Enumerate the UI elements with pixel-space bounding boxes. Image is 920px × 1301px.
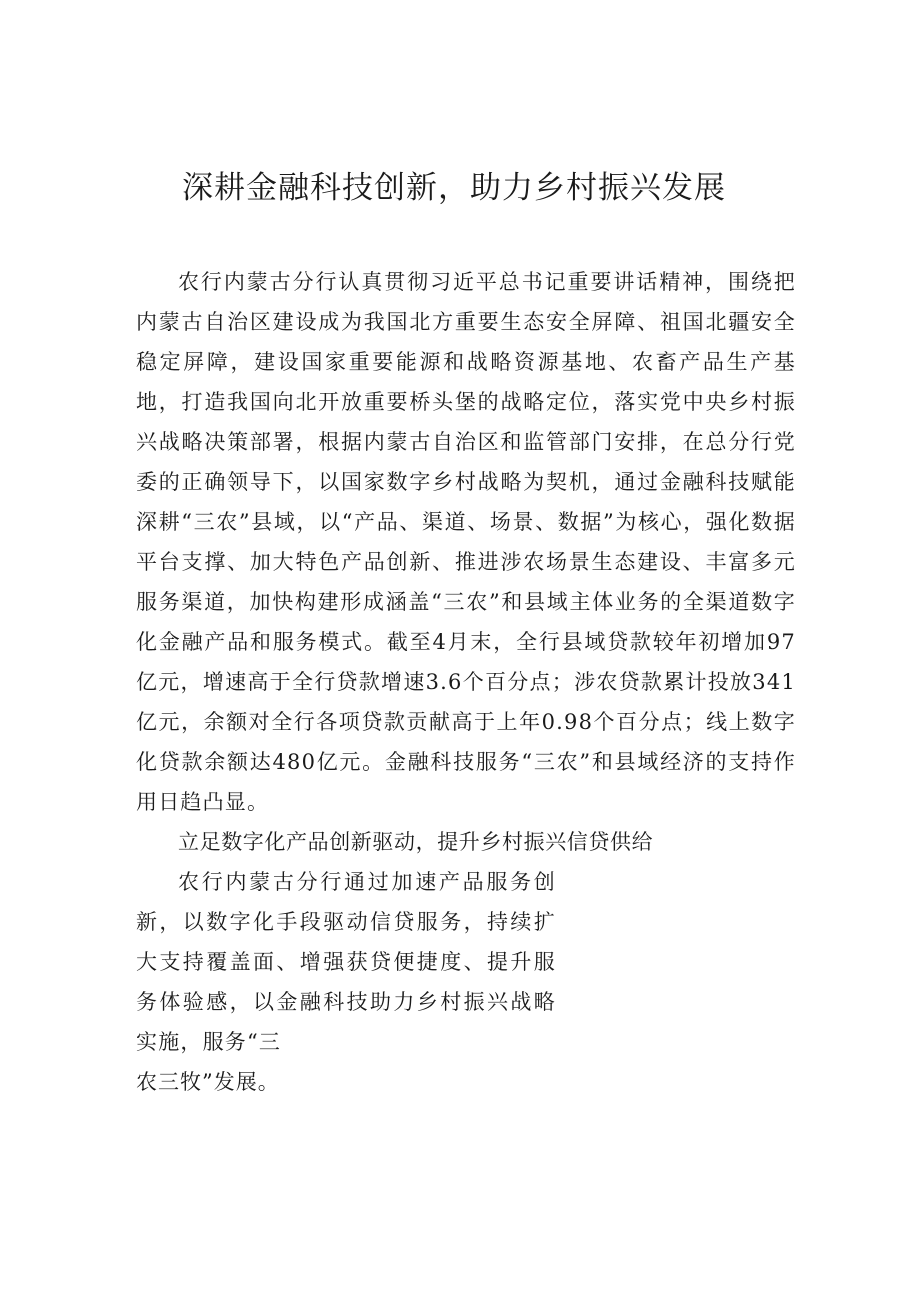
section-heading: 立足数字化产品创新驱动，提升乡村振兴信贷供给 xyxy=(178,830,654,854)
paragraph-intro: 农行内蒙古分行认真贯彻习近平总书记重要讲话精神，围绕把内蒙古自治区建设成为我国北方重要生态安全屏障、祖国北疆安全稳定屏障，建设国家重要能源和战略资源基地、农畜产品生产基地，打造我国向北开放重要桥头堡的战略定位，落实党中央乡村振兴战略决策部署，根据内蒙古自治区和监管部门安排，在总分行党委的正确领导下，以国家数字乡村战略为契机，通过金融科技赋能深耕“三农”县域，以“产品、渠道、场景、数据”为核心，强化数据平台支撑、加大特色产品创新、推进涉农场景生态建设、丰富多元服务渠道，加快构建形成涵盖“三农”和县域主体业务的全渠道数字化金融产品和服务模式。截至4月末，全行县域贷款较年初增加97亿元，增速高于全行贷款增速3.6个百分点；涉农贷款累计投放341亿元，余额对全行各项贷款贡献高于上年0.98个百分点；线上数字化贷款余额达480亿元。金融科技服务“三农”和县域经济的支持作用日趋凸显。 xyxy=(136,270,796,814)
paragraph-product-innovation: 农行内蒙古分行通过加速产品服务创新，以数字化手段驱动信贷服务，持续扩大支持覆盖面、增强获贷便捷度、提升服务体验感，以金融科技助力乡村振兴战略实施，服务“三 xyxy=(136,870,556,1054)
document-title: 深耕金融科技创新，助力乡村振兴发展 xyxy=(182,170,726,206)
document-body xyxy=(136,262,796,1102)
paragraph-product-innovation-tail: 农三牧”发展。 xyxy=(136,1070,280,1094)
